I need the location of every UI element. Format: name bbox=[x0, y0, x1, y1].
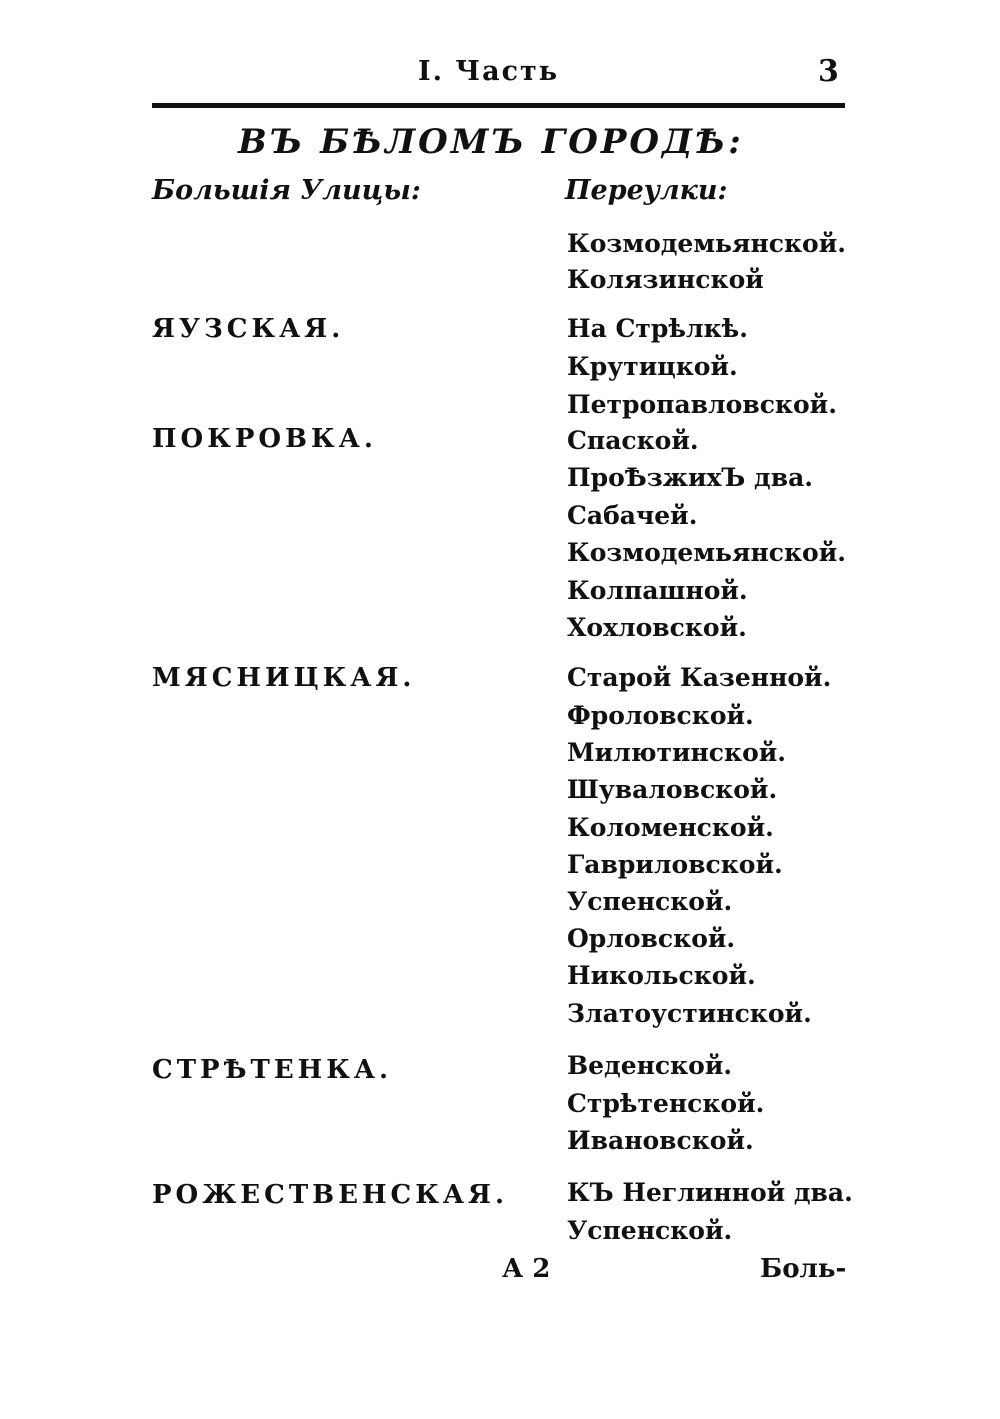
lanes-column-heading: Переулки: bbox=[565, 175, 728, 206]
street-entry: СТРѢТЕНКА. bbox=[152, 1055, 393, 1085]
running-head: I. Часть bbox=[418, 56, 560, 87]
catchword: Боль- bbox=[760, 1254, 847, 1284]
lane-entry: Милютинской. bbox=[567, 738, 787, 767]
streets-column-heading: Большiя Улицы: bbox=[152, 175, 421, 206]
signature-mark: А 2 bbox=[502, 1254, 551, 1284]
lane-entry: Гавриловской. bbox=[567, 850, 783, 879]
street-entry: МЯСНИЦКАЯ. bbox=[152, 663, 416, 693]
lane-entry: Веденской. bbox=[567, 1051, 733, 1080]
lane-entry: Ивановской. bbox=[567, 1126, 754, 1155]
lane-entry: Коломенской. bbox=[567, 813, 774, 842]
lane-entry: Старой Казенной. bbox=[567, 663, 832, 692]
lane-entry: Шуваловской. bbox=[567, 775, 778, 804]
lane-entry: ПроѢзжихЪ два. bbox=[567, 463, 813, 492]
lane-entry: Орловской. bbox=[567, 924, 736, 953]
lane-entry: Успенской. bbox=[567, 1216, 733, 1245]
lane-entry: Никольской. bbox=[567, 961, 756, 990]
section-title: ВЪ БѢЛОМЪ ГОРОДѢ: bbox=[238, 122, 744, 162]
lane-entry: Колпашной. bbox=[567, 576, 748, 605]
lane-entry: Петропавловской. bbox=[567, 390, 837, 419]
lane-entry: Хохловской. bbox=[567, 613, 747, 642]
header-rule bbox=[152, 103, 845, 108]
street-entry: ПОКРОВКА. bbox=[152, 424, 377, 454]
lane-entry: Колязинской bbox=[567, 265, 764, 294]
lane-entry: Козмодемьянской. bbox=[567, 538, 846, 567]
lane-entry: Спаской. bbox=[567, 426, 699, 455]
lane-entry: Крутицкой. bbox=[567, 352, 738, 381]
lane-entry: Стрѣтенской. bbox=[567, 1089, 765, 1118]
street-entry: ЯУЗСКАЯ. bbox=[152, 314, 345, 344]
lane-entry: КЪ Неглинной два. bbox=[567, 1178, 853, 1207]
lane-entry: На Стрѣлкѣ. bbox=[567, 314, 748, 343]
lane-entry: Златоустинской. bbox=[567, 999, 812, 1028]
street-entry: РОЖЕСТВЕНСКАЯ. bbox=[152, 1180, 509, 1210]
lane-entry: Фроловской. bbox=[567, 701, 754, 730]
lane-entry: Козмодемьянской. bbox=[567, 229, 846, 258]
lane-entry: Успенской. bbox=[567, 887, 733, 916]
lane-entry: Сабачей. bbox=[567, 501, 698, 530]
page-number: 3 bbox=[818, 54, 839, 89]
